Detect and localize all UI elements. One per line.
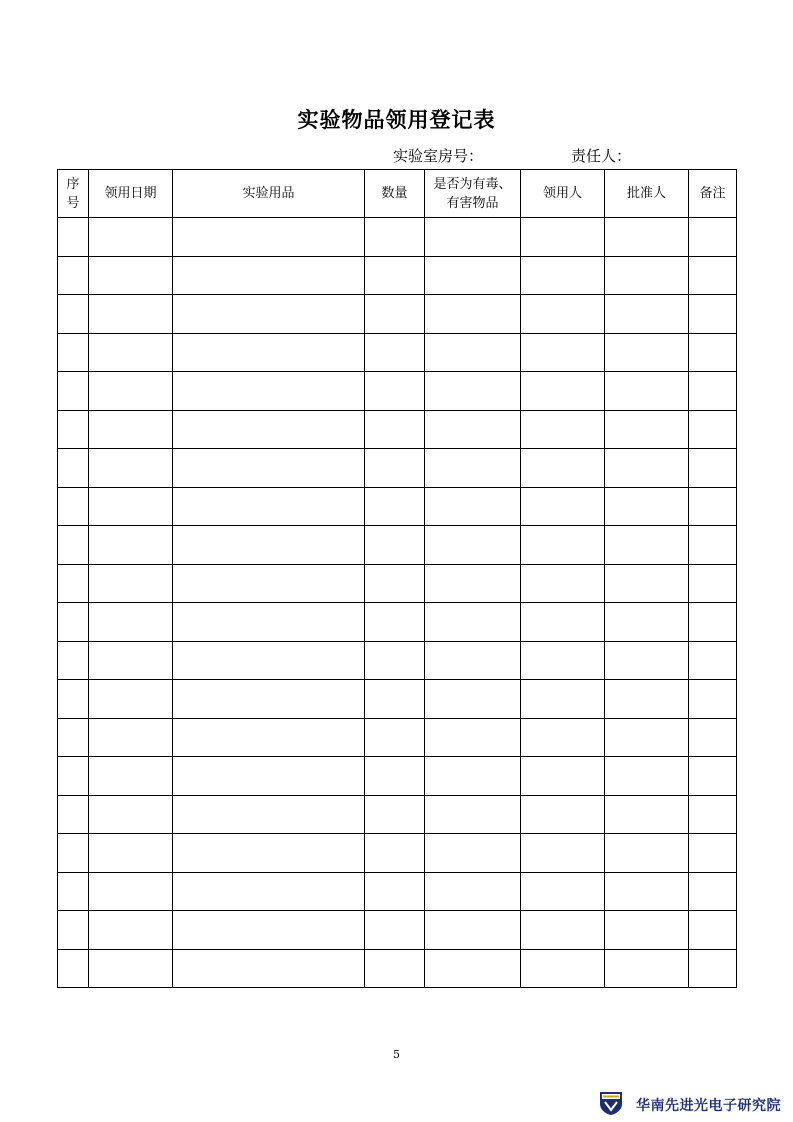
table-row — [58, 410, 737, 449]
cell-recipient[interactable] — [521, 949, 605, 988]
cell-item[interactable] — [173, 487, 365, 526]
cell-approver[interactable] — [605, 295, 689, 334]
cell-seq[interactable] — [58, 680, 89, 719]
cell-quantity[interactable] — [365, 256, 425, 295]
cell-item[interactable] — [173, 449, 365, 488]
cell-remarks[interactable] — [689, 834, 737, 873]
cell-approver[interactable] — [605, 641, 689, 680]
cell-recipient[interactable] — [521, 718, 605, 757]
cell-toxic[interactable] — [425, 295, 521, 334]
cell-item[interactable] — [173, 526, 365, 565]
cell-toxic[interactable] — [425, 564, 521, 603]
cell-date[interactable] — [89, 641, 173, 680]
cell-toxic[interactable] — [425, 834, 521, 873]
cell-seq[interactable] — [58, 872, 89, 911]
cell-quantity[interactable] — [365, 757, 425, 796]
cell-toxic[interactable] — [425, 911, 521, 950]
table-row — [58, 911, 737, 950]
cell-approver[interactable] — [605, 834, 689, 873]
cell-approver[interactable] — [605, 603, 689, 642]
cell-quantity[interactable] — [365, 218, 425, 257]
cell-date[interactable] — [89, 372, 173, 411]
cell-toxic[interactable] — [425, 603, 521, 642]
cell-date[interactable] — [89, 564, 173, 603]
cell-approver[interactable] — [605, 949, 689, 988]
cell-quantity[interactable] — [365, 449, 425, 488]
cell-quantity[interactable] — [365, 487, 425, 526]
cell-quantity[interactable] — [365, 526, 425, 565]
cell-recipient[interactable] — [521, 564, 605, 603]
cell-seq[interactable] — [58, 410, 89, 449]
cell-approver[interactable] — [605, 795, 689, 834]
cell-approver[interactable] — [605, 757, 689, 796]
cell-remarks[interactable] — [689, 449, 737, 488]
cell-recipient[interactable] — [521, 872, 605, 911]
header-date: 领用日期 — [89, 170, 173, 218]
cell-toxic[interactable] — [425, 256, 521, 295]
cell-quantity[interactable] — [365, 834, 425, 873]
cell-item[interactable] — [173, 680, 365, 719]
table-body — [58, 218, 737, 988]
cell-item[interactable] — [173, 834, 365, 873]
cell-recipient[interactable] — [521, 218, 605, 257]
cell-item[interactable] — [173, 949, 365, 988]
cell-seq[interactable] — [58, 449, 89, 488]
cell-item[interactable] — [173, 564, 365, 603]
cell-seq[interactable] — [58, 603, 89, 642]
cell-approver[interactable] — [605, 256, 689, 295]
page-title: 实验物品领用登记表 — [297, 107, 496, 132]
cell-remarks[interactable] — [689, 564, 737, 603]
cell-approver[interactable] — [605, 718, 689, 757]
table-row — [58, 449, 737, 488]
cell-approver[interactable] — [605, 449, 689, 488]
cell-toxic[interactable] — [425, 949, 521, 988]
cell-remarks[interactable] — [689, 372, 737, 411]
cell-date[interactable] — [89, 218, 173, 257]
cell-recipient[interactable] — [521, 295, 605, 334]
header-seq-line1: 序 — [66, 176, 80, 192]
cell-approver[interactable] — [605, 872, 689, 911]
table-row — [58, 295, 737, 334]
table-row — [58, 487, 737, 526]
cell-date[interactable] — [89, 333, 173, 372]
cell-quantity[interactable] — [365, 718, 425, 757]
cell-remarks[interactable] — [689, 603, 737, 642]
cell-item[interactable] — [173, 256, 365, 295]
cell-approver[interactable] — [605, 487, 689, 526]
table-row — [58, 641, 737, 680]
cell-remarks[interactable] — [689, 256, 737, 295]
cell-approver[interactable] — [605, 410, 689, 449]
cell-approver[interactable] — [605, 564, 689, 603]
cell-seq[interactable] — [58, 718, 89, 757]
cell-remarks[interactable] — [689, 526, 737, 565]
cell-recipient[interactable] — [521, 641, 605, 680]
cell-seq[interactable] — [58, 641, 89, 680]
responsible-person-label: 责任人： — [571, 147, 632, 165]
cell-item[interactable] — [173, 218, 365, 257]
cell-quantity[interactable] — [365, 949, 425, 988]
cell-quantity[interactable] — [365, 333, 425, 372]
table-row — [58, 333, 737, 372]
cell-item[interactable] — [173, 410, 365, 449]
cell-toxic[interactable] — [425, 449, 521, 488]
cell-quantity[interactable] — [365, 911, 425, 950]
cell-quantity[interactable] — [365, 410, 425, 449]
cell-date[interactable] — [89, 834, 173, 873]
cell-remarks[interactable] — [689, 295, 737, 334]
header-remarks: 备注 — [689, 170, 737, 218]
room-number-label: 实验室房号： — [393, 147, 484, 165]
cell-toxic[interactable] — [425, 410, 521, 449]
cell-seq[interactable] — [58, 564, 89, 603]
cell-remarks[interactable] — [689, 680, 737, 719]
cell-quantity[interactable] — [365, 641, 425, 680]
table-row — [58, 872, 737, 911]
cell-toxic[interactable] — [425, 372, 521, 411]
cell-item[interactable] — [173, 795, 365, 834]
cell-date[interactable] — [89, 410, 173, 449]
cell-quantity[interactable] — [365, 603, 425, 642]
cell-remarks[interactable] — [689, 718, 737, 757]
cell-seq[interactable] — [58, 333, 89, 372]
cell-recipient[interactable] — [521, 372, 605, 411]
cell-approver[interactable] — [605, 372, 689, 411]
cell-date[interactable] — [89, 718, 173, 757]
cell-quantity[interactable] — [365, 564, 425, 603]
cell-recipient[interactable] — [521, 911, 605, 950]
header-toxic-line1: 是否为有毒、 — [433, 176, 512, 192]
cell-item[interactable] — [173, 603, 365, 642]
cell-date[interactable] — [89, 603, 173, 642]
cell-remarks[interactable] — [689, 487, 737, 526]
cell-quantity[interactable] — [365, 372, 425, 411]
cell-seq[interactable] — [58, 526, 89, 565]
table-row — [58, 680, 737, 719]
cell-date[interactable] — [89, 680, 173, 719]
cell-item[interactable] — [173, 757, 365, 796]
cell-date[interactable] — [89, 795, 173, 834]
cell-item[interactable] — [173, 372, 365, 411]
institute-name: 华南先进光电子研究院 — [636, 1098, 781, 1114]
header-toxic — [425, 170, 521, 218]
cell-date[interactable] — [89, 449, 173, 488]
page-number: 5 — [393, 1048, 400, 1061]
cell-quantity[interactable] — [365, 872, 425, 911]
table-row — [58, 564, 737, 603]
header-recipient: 领用人 — [521, 170, 605, 218]
table-row — [58, 603, 737, 642]
header-toxic-line2: 有害物品 — [446, 195, 499, 211]
cell-recipient[interactable] — [521, 757, 605, 796]
registration-table — [57, 169, 737, 988]
cell-date[interactable] — [89, 872, 173, 911]
cell-date[interactable] — [89, 487, 173, 526]
cell-date[interactable] — [89, 526, 173, 565]
cell-item[interactable] — [173, 872, 365, 911]
cell-toxic[interactable] — [425, 757, 521, 796]
cell-toxic[interactable] — [425, 795, 521, 834]
cell-remarks[interactable] — [689, 218, 737, 257]
cell-seq[interactable] — [58, 218, 89, 257]
table-row — [58, 834, 737, 873]
table-row — [58, 256, 737, 295]
cell-remarks[interactable] — [689, 949, 737, 988]
cell-item[interactable] — [173, 295, 365, 334]
cell-seq[interactable] — [58, 256, 89, 295]
cell-item[interactable] — [173, 718, 365, 757]
cell-remarks[interactable] — [689, 641, 737, 680]
cell-item[interactable] — [173, 641, 365, 680]
cell-recipient[interactable] — [521, 680, 605, 719]
cell-toxic[interactable] — [425, 641, 521, 680]
cell-seq[interactable] — [58, 295, 89, 334]
institute-logo-icon — [597, 1090, 625, 1116]
cell-remarks[interactable] — [689, 911, 737, 950]
cell-seq[interactable] — [58, 911, 89, 950]
table-row — [58, 526, 737, 565]
cell-remarks[interactable] — [689, 872, 737, 911]
table-row — [58, 718, 737, 757]
cell-recipient[interactable] — [521, 333, 605, 372]
cell-approver[interactable] — [605, 911, 689, 950]
cell-recipient[interactable] — [521, 449, 605, 488]
cell-recipient[interactable] — [521, 526, 605, 565]
cell-remarks[interactable] — [689, 757, 737, 796]
cell-toxic[interactable] — [425, 487, 521, 526]
cell-approver[interactable] — [605, 680, 689, 719]
table-row — [58, 757, 737, 796]
header-seq-line2: 号 — [66, 195, 80, 211]
cell-seq[interactable] — [58, 757, 89, 796]
header-item: 实验用品 — [173, 170, 365, 218]
cell-toxic[interactable] — [425, 718, 521, 757]
table-row — [58, 795, 737, 834]
cell-seq[interactable] — [58, 372, 89, 411]
cell-date[interactable] — [89, 949, 173, 988]
cell-item[interactable] — [173, 911, 365, 950]
cell-item[interactable] — [173, 333, 365, 372]
cell-recipient[interactable] — [521, 487, 605, 526]
cell-toxic[interactable] — [425, 333, 521, 372]
cell-approver[interactable] — [605, 333, 689, 372]
cell-recipient[interactable] — [521, 256, 605, 295]
cell-seq[interactable] — [58, 487, 89, 526]
cell-approver[interactable] — [605, 218, 689, 257]
cell-remarks[interactable] — [689, 333, 737, 372]
cell-date[interactable] — [89, 757, 173, 796]
header-approver: 批准人 — [605, 170, 689, 218]
cell-remarks[interactable] — [689, 410, 737, 449]
cell-quantity[interactable] — [365, 680, 425, 719]
cell-recipient[interactable] — [521, 410, 605, 449]
cell-date[interactable] — [89, 295, 173, 334]
cell-seq[interactable] — [58, 834, 89, 873]
cell-recipient[interactable] — [521, 834, 605, 873]
cell-seq[interactable] — [58, 795, 89, 834]
table-header-row — [58, 170, 737, 218]
table-row — [58, 949, 737, 988]
cell-toxic[interactable] — [425, 680, 521, 719]
cell-toxic[interactable] — [425, 526, 521, 565]
cell-seq[interactable] — [58, 949, 89, 988]
cell-toxic[interactable] — [425, 218, 521, 257]
cell-remarks[interactable] — [689, 795, 737, 834]
table-row — [58, 218, 737, 257]
cell-quantity[interactable] — [365, 295, 425, 334]
cell-approver[interactable] — [605, 526, 689, 565]
cell-date[interactable] — [89, 256, 173, 295]
cell-recipient[interactable] — [521, 795, 605, 834]
cell-quantity[interactable] — [365, 795, 425, 834]
cell-toxic[interactable] — [425, 872, 521, 911]
header-quantity: 数量 — [365, 170, 425, 218]
table-row — [58, 372, 737, 411]
cell-recipient[interactable] — [521, 603, 605, 642]
header-seq — [58, 170, 89, 218]
cell-date[interactable] — [89, 911, 173, 950]
